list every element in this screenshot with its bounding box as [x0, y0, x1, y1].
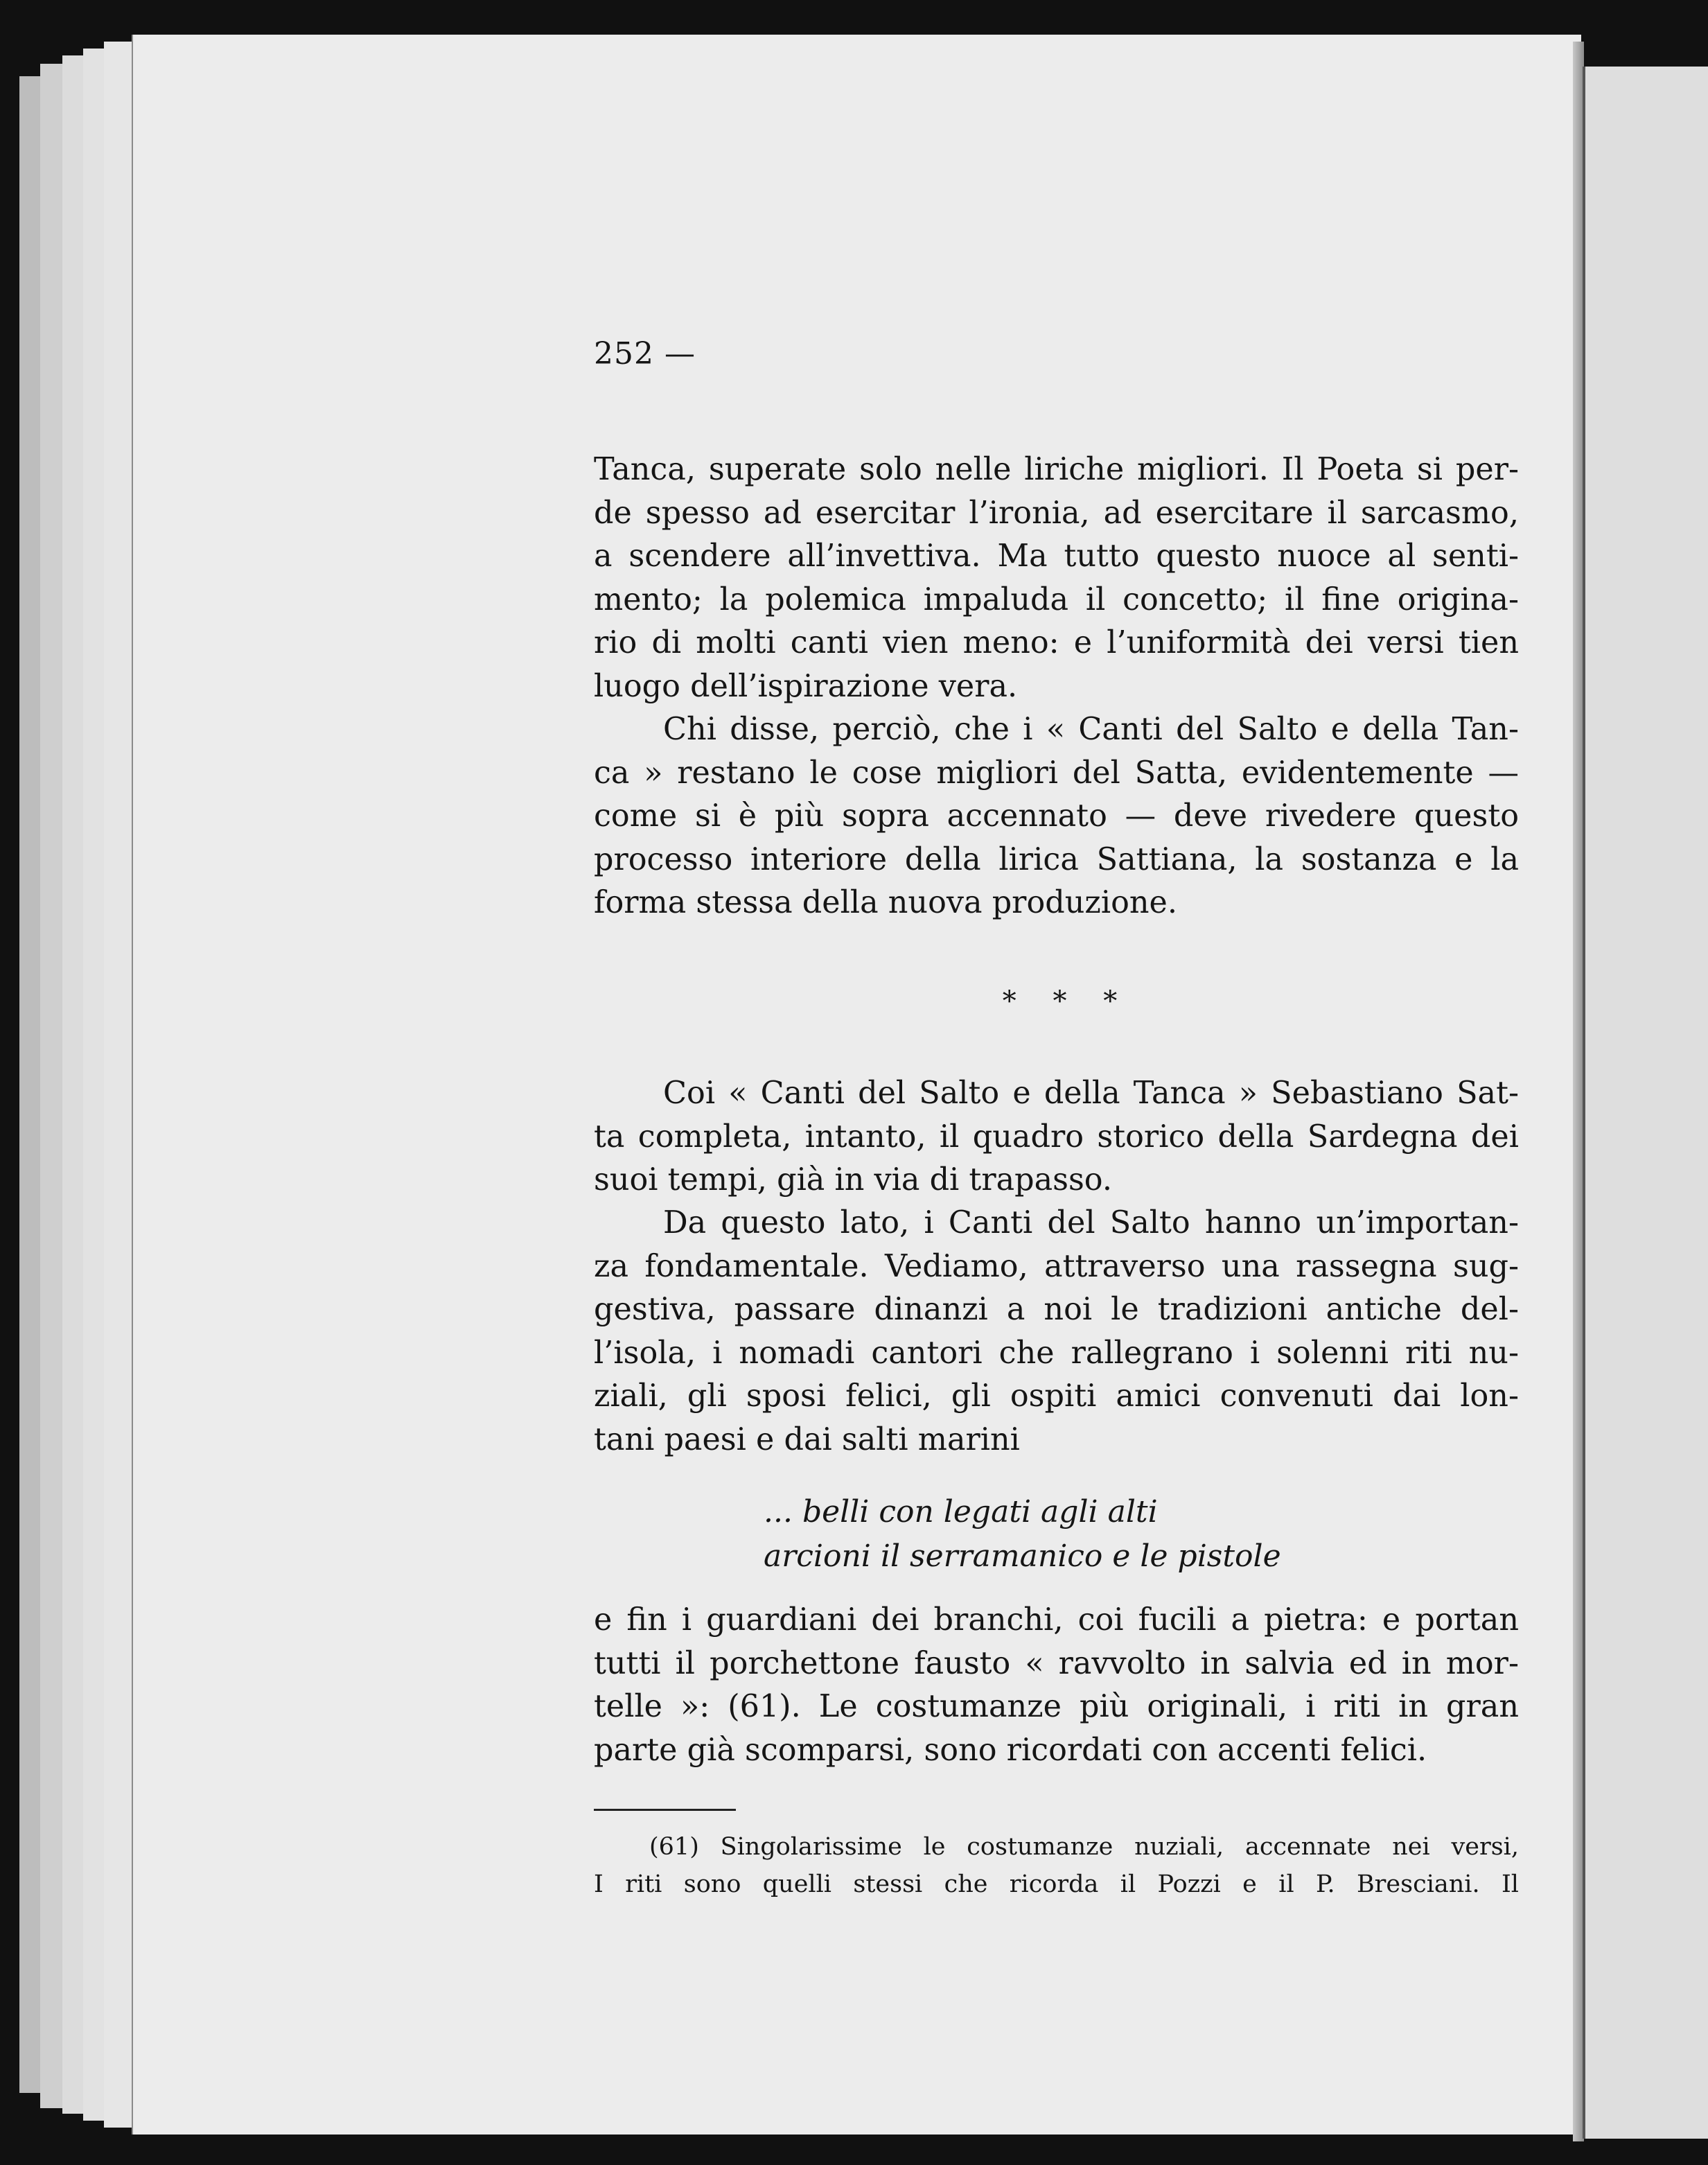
text-line: Chi disse, perciò, che i « Canti del Salto e della Tan-: [663, 712, 1519, 747]
paragraph-4: [594, 1202, 1519, 1462]
section-break-asterism: * * *: [1002, 985, 1132, 1017]
paragraph-2: [594, 708, 1519, 925]
text-line: ta completa, intanto, il quadro storico della Sardegna dei: [594, 1119, 1519, 1155]
text-line: e fin i guardiani dei branchi, coi fucili a pietra: e portan: [594, 1602, 1519, 1638]
footnote-line: (61) Singolarissime le costumanze nuziali, accennate nei versi,: [649, 1833, 1519, 1861]
text-line: ziali, gli sposi felici, gli ospiti amici convenuti dai lon-: [594, 1378, 1519, 1414]
text-line: tani paesi e dai salti marini: [594, 1421, 1020, 1457]
verse-quotation: [764, 1490, 1281, 1579]
page-number: 252 —: [594, 336, 696, 371]
verse-line: arcioni il serramanico e le pistole: [764, 1539, 1281, 1574]
text-line: ca » restano le cose migliori del Satta, evidentemente —: [594, 755, 1519, 791]
facing-page-edge: [1583, 67, 1708, 2139]
text-line: gestiva, passare dinanzi a noi le tradizioni antiche del-: [594, 1292, 1519, 1327]
text-line: telle »: (61). Le costumanze più originali, i riti in gran: [594, 1689, 1519, 1724]
paragraph-1: [594, 448, 1519, 708]
text-line: processo interiore della lirica Sattiana, la sostanza e la: [594, 841, 1519, 877]
footnote: [594, 1828, 1519, 1903]
book-page: [132, 35, 1581, 2135]
paragraph-5: [594, 1599, 1519, 1772]
text-line: parte già scomparsi, sono ricordati con accenti felici.: [594, 1732, 1427, 1768]
text-line: za fondamentale. Vediamo, attraverso una rassegna sug-: [594, 1248, 1519, 1284]
text-line: rio di molti canti vien meno: e l’uniformità dei versi tien: [594, 625, 1519, 660]
text-line: a scendere all’invettiva. Ma tutto questo nuoce al senti-: [594, 538, 1519, 574]
text-line: Da questo lato, i Canti del Salto hanno un’importan-: [663, 1205, 1519, 1241]
text-line: de spesso ad esercitar l’ironia, ad esercitare il sarcasmo,: [594, 495, 1519, 531]
text-line: luogo dell’ispirazione vera.: [594, 668, 1018, 704]
text-line: Coi « Canti del Salto e della Tanca » Sebastiano Sat-: [663, 1076, 1519, 1111]
text-line: suoi tempi, già in via di trapasso.: [594, 1162, 1112, 1198]
verse-line: ... belli con legati agli alti: [764, 1494, 1158, 1529]
footnote-line: I riti sono quelli stessi che ricorda il Pozzi e il P. Bresciani. Il: [594, 1870, 1519, 1898]
text-line: l’isola, i nomadi cantori che rallegrano i solenni riti nu-: [594, 1335, 1519, 1371]
text-line: tutti il porchettone fausto « ravvolto in salvia ed in mor-: [594, 1645, 1519, 1681]
text-line: come si è più sopra accennato — deve rivedere questo: [594, 798, 1519, 834]
text-line: mento; la polemica impaluda il concetto; il fine origina-: [594, 581, 1519, 617]
paragraph-3: [594, 1072, 1519, 1202]
text-line: Tanca, superate solo nelle liriche migliori. Il Poeta si per-: [594, 452, 1519, 487]
footnote-separator: [594, 1809, 736, 1811]
text-line: forma stessa della nuova produzione.: [594, 885, 1178, 920]
